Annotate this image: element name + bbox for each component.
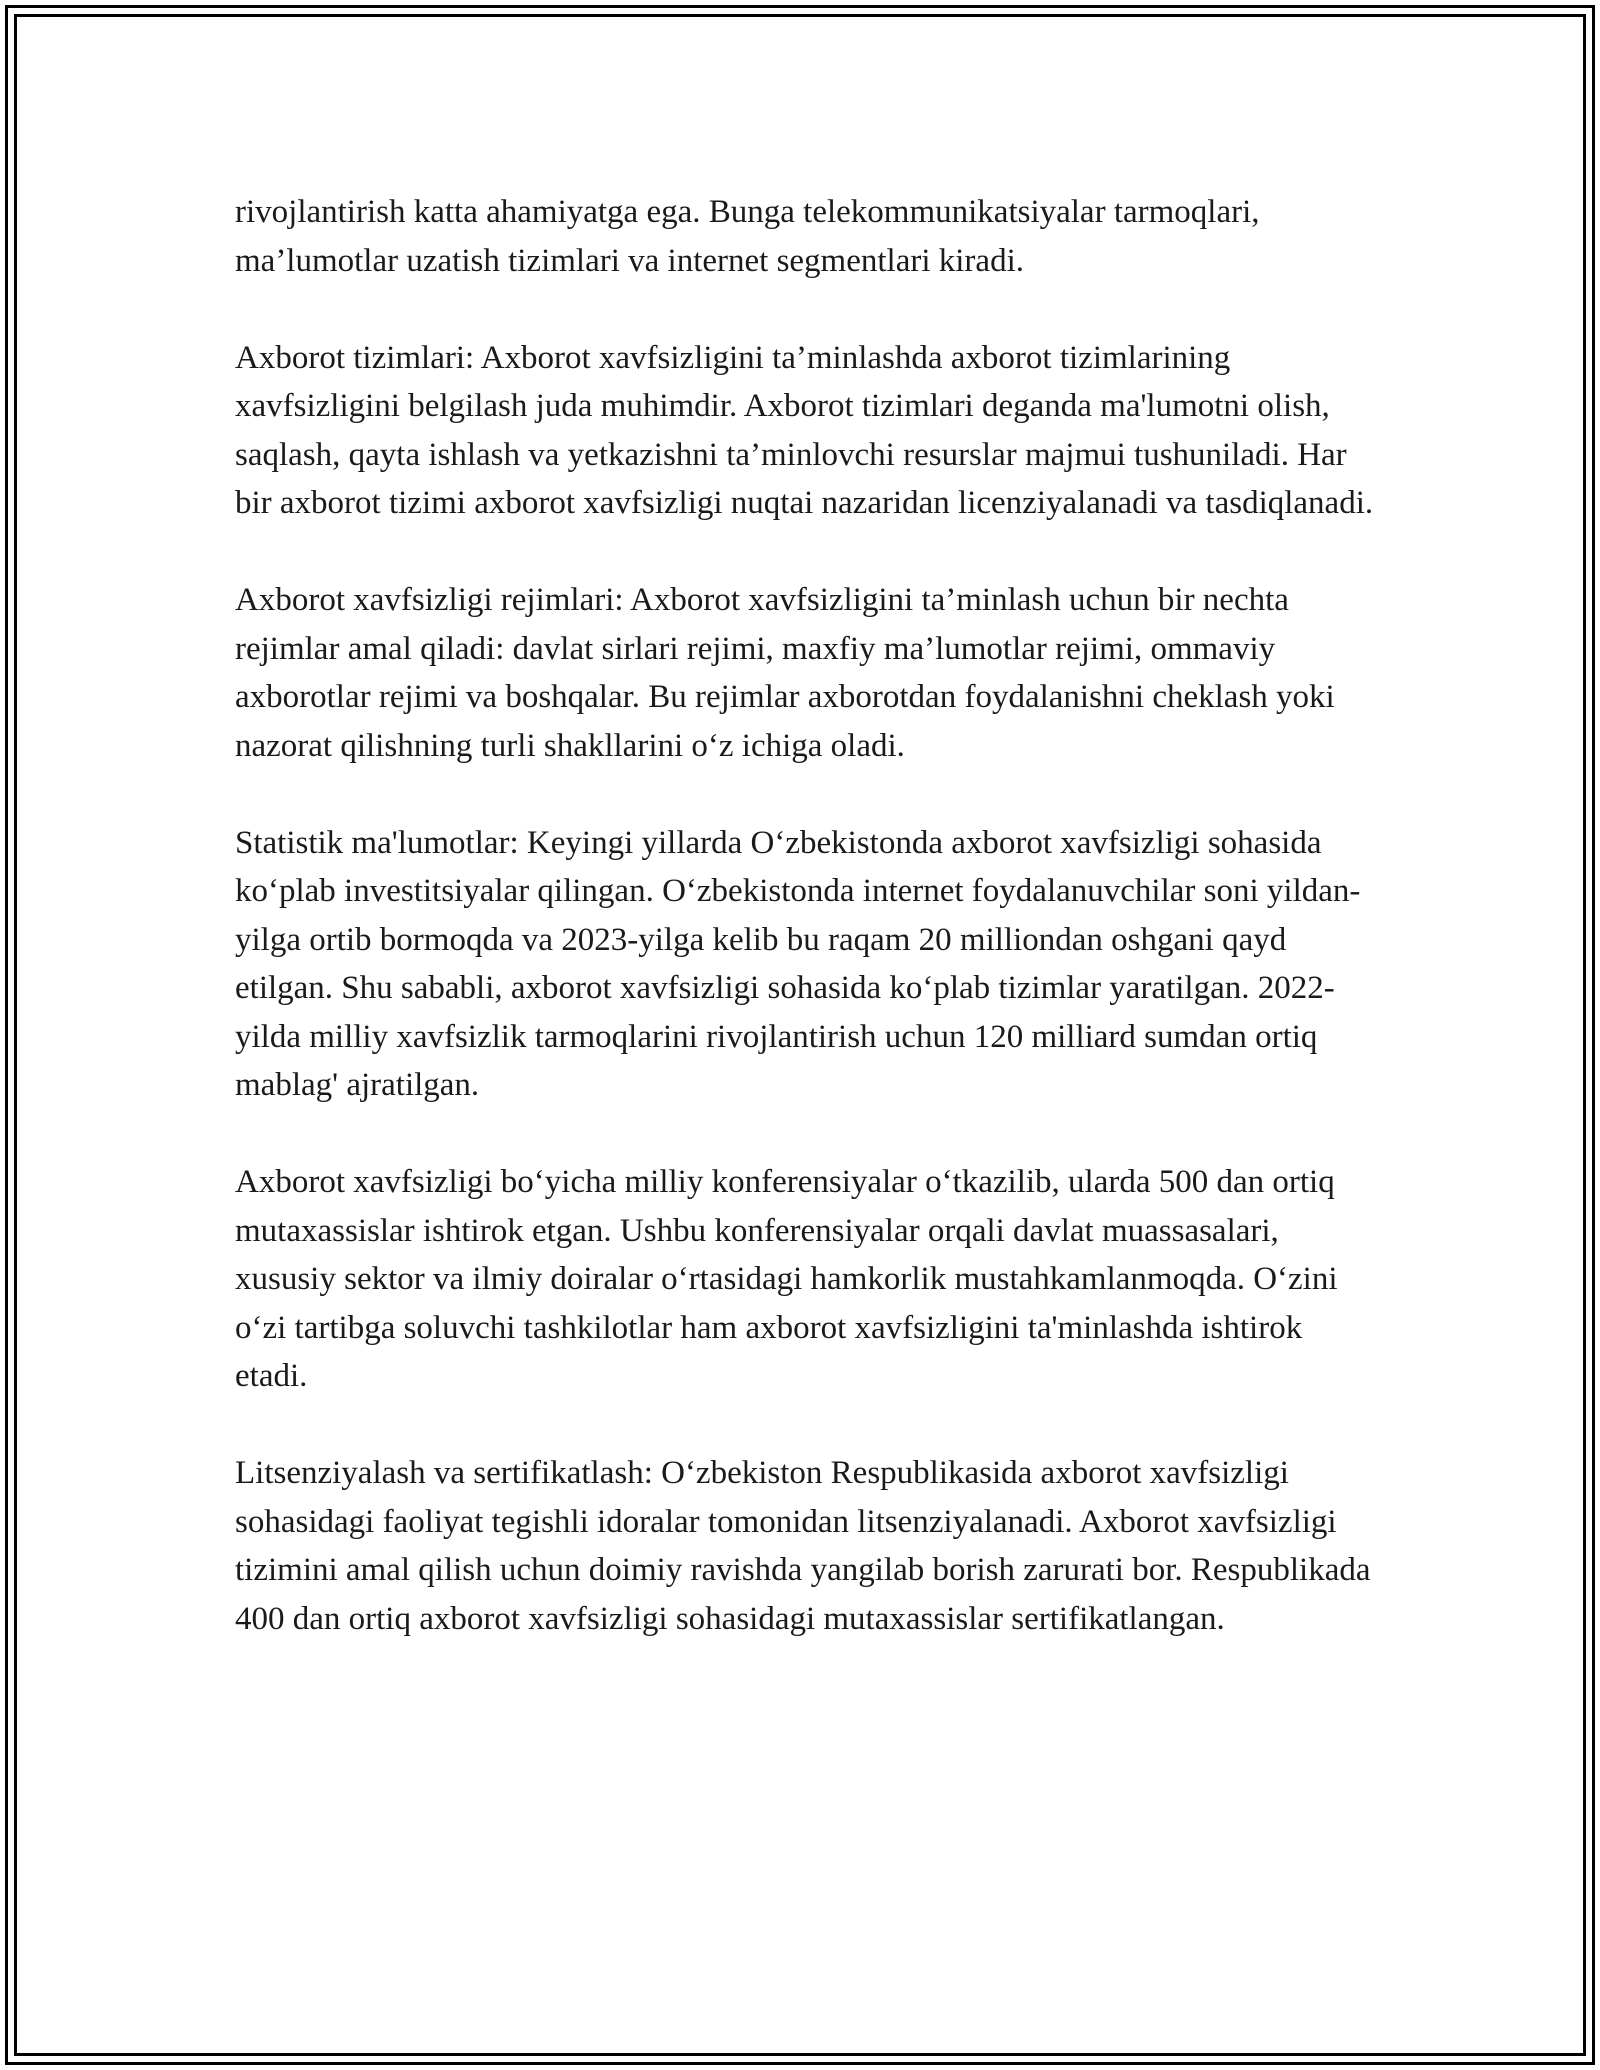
document-body [235, 188, 1375, 1643]
paragraph-conferences: Axborot xavfsizligi boʻyicha milliy konferensiyalar oʻtkazilib, ularda 500 dan ortiq mutaxassislar ishtirok etgan. Ushbu konferensiyalar orqali davlat muassasalari, xususiy sektor va ilmiy doiralar oʻrtasidagi hamkorlik mustahkamlanmoqda. Oʻzini oʻzi tartibga soluvchi tashkilotlar ham axborot xavfsizligini ta'minlashda ishtirok etadi. [235, 1164, 1338, 1394]
paragraph-security-regimes: Axborot xavfsizligi rejimlari: Axborot xavfsizligini ta’minlash uchun bir nechta rejimlar amal qiladi: davlat sirlari rejimi, maxfiy ma’lumotlar rejimi, ommaviy axborotlar rejimi va boshqalar. Bu rejimlar axborotdan foydalanishni cheklash yoki nazorat qilishning turli shakllarini oʻz ichiga oladi. [235, 582, 1335, 764]
paragraph-statistics: Statistik ma'lumotlar: Keyingi yillarda Oʻzbekistonda axborot xavfsizligi sohasida koʻplab investitsiyalar qilingan. Oʻzbekistonda internet foydalanuvchilar soni yildan-yilga ortib bormoqda va 2023-yilga kelib bu raqam 20 milliondan oshgani qayd etilgan. Shu sababli, axborot xavfsizligi sohasida koʻplab tizimlar yaratilgan. 2022-yilda milliy xavfsizlik tarmoqlarini rivojlantirish uchun 120 milliard sumdan ortiq mablag' ajratilgan. [235, 824, 1361, 1103]
paragraph-information-systems: Axborot tizimlari: Axborot xavfsizligini ta’minlashda axborot tizimlarining xavfsizligini belgilash juda muhimdir. Axborot tizimlari deganda ma'lumotni olish, saqlash, qayta ishlash va yetkazishni ta’minlovchi resurslar majmui tushuniladi. Har bir axborot tizimi axborot xavfsizligi nuqtai nazaridan licenziyalanadi va tasdiqlanadi. [235, 339, 1374, 521]
paragraph-intro-continuation: rivojlantirish katta ahamiyatga ega. Bunga telekommunikatsiyalar tarmoqlari, ma’lumotlar uzatish tizimlari va internet segmentlari kiradi. [235, 194, 1260, 279]
paragraph-licensing: Litsenziyalash va sertifikatlash: Oʻzbekiston Respublikasida axborot xavfsizligi sohasidagi faoliyat tegishli idoralar tomonidan litsenziyalanadi. Axborot xavfsizligi tizimini amal qilish uchun doimiy ravishda yangilab borish zarurati bor. Respublikada 400 dan ortiq axborot xavfsizligi sohasidagi mutaxassislar sertifikatlangan. [235, 1455, 1371, 1637]
